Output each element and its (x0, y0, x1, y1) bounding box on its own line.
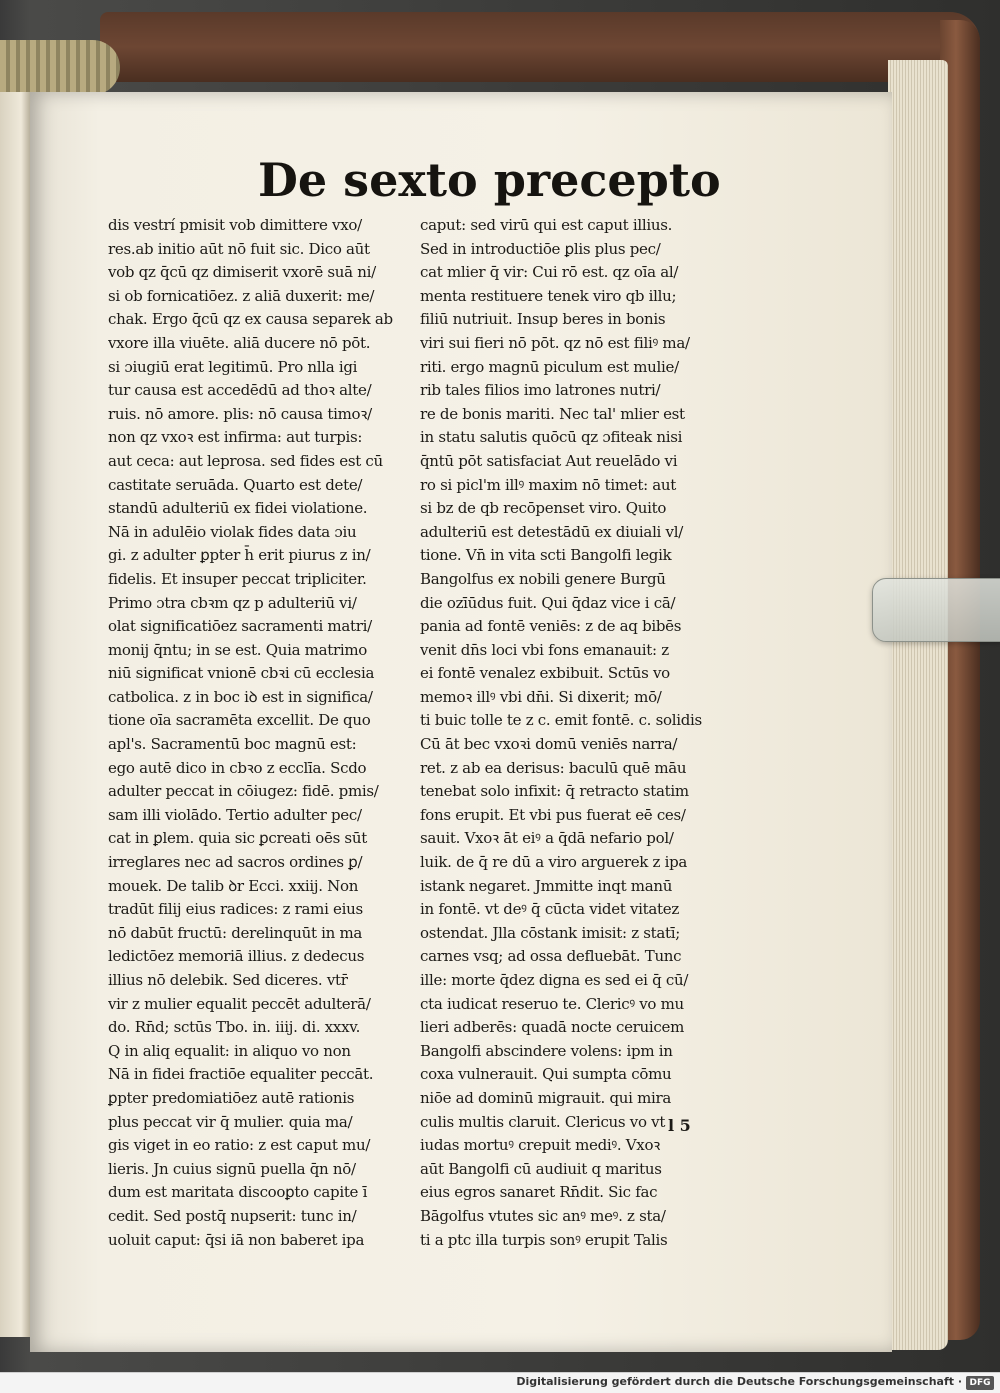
text-line: tradūt filij eius radices: z rami eius (108, 900, 363, 919)
text-line: uoluit caput: q̄si iā non baberet ipa (108, 1230, 365, 1249)
text-line: re de bonis mariti. Nec tal' mlier est (420, 404, 685, 423)
text-line: carnes vsq; ad ossa defluebāt. Tunc (420, 947, 682, 966)
text-line: nō dabūt fructū: derelinquūt in ma (108, 923, 363, 942)
text-line: in fontē. vt deꝰ q̄ cūcta videt vitatez (420, 900, 679, 919)
page-heading: De sexto precepto (258, 153, 721, 207)
text-line: menta restituere tenek viro qb illu; (420, 286, 677, 305)
left-text-column (108, 214, 408, 1252)
text-line: catbolica. z in boc iꝺ est in significa/ (108, 687, 373, 706)
text-line: si ob fornicatiōez. z aliā duxerit: me/ (108, 286, 375, 305)
text-line: si bz de qb recōpenset viro. Quito (420, 499, 667, 518)
text-line: ego autē dico in cbꝛo z ecclīa. Scdo (108, 758, 367, 777)
text-line: ti buic tolle te z c. emit fontē. c. solidis (420, 711, 702, 730)
text-line: gi. z adulter ꝑpter h̄ erit piurus z in/ (108, 546, 371, 565)
funding-notice: Digitalisierung gefördert durch die Deutsche Forschungsgemeinschaft · (516, 1375, 962, 1388)
text-line: memoꝛ illꝰ vbi dn̄i. Si dixerit; mō/ (420, 687, 662, 706)
text-line: mouek. De talib ꝺr Ecci. xxiij. Non (108, 876, 359, 895)
text-line: lieri adberēs: quadā nocte ceruicem (420, 1018, 684, 1037)
text-line: ei fontē venalez exbibuit. Sctūs vo (420, 664, 670, 683)
text-line: adulter peccat in cōiugez: fidē. pmis/ (108, 782, 379, 801)
text-line: res.ab initio aūt nō fuit sic. Dico aūt (108, 239, 370, 258)
text-line: ꝑpter predomiatiōez autē rationis (108, 1088, 355, 1107)
text-line: eius egros sanaret Rn̄dit. Sic fac (420, 1183, 658, 1202)
text-line: si ɔiugiū erat legitimū. Pro nlla igi (108, 357, 358, 376)
text-line: cat in ꝑlem. quia sic ꝑcreati oēs sūt (108, 829, 367, 848)
text-line: olat significatiōez sacramenti matri/ (108, 617, 372, 636)
text-line: caput: sed virū qui est caput illius. (420, 216, 673, 234)
text-line: Cū āt bec vxoꝛi domū veniēs narra/ (420, 735, 678, 754)
text-line: monij q̄ntu; in se est. Quia matrimo (108, 640, 367, 659)
text-line: Bangolfus ex nobili genere Burgū (420, 569, 666, 588)
text-line: ostendat. Jlla cōstank imisit: z statī; (420, 923, 681, 942)
text-line: cat mlier q̄ vir: Cui rō est. qz oīa al/ (420, 263, 679, 282)
text-line: viri sui fieri nō pōt. qz nō est filiꝰ ma/ (420, 333, 690, 352)
text-line: venit dn̄s loci vbi fons emanauit: z (420, 640, 669, 659)
text-line: ruis. nō amore. plis: nō causa timoꝛ/ (108, 404, 372, 423)
text-line: rib tales filios imo latrones nutri/ (420, 381, 661, 400)
left-page-edge (0, 92, 30, 1337)
text-line: Q in aliq equalit: in aliquo vo non (108, 1041, 351, 1060)
text-line: chak. Ergo q̄cū qz ex causa separek ab (108, 310, 393, 329)
text-line: cedit. Sed postq̄ nupserit: tunc in/ (108, 1206, 357, 1225)
text-line: adulteriū est detestādū ex diuiali vl/ (420, 522, 683, 541)
text-line: do. Rn̄d; sctūs Tbo. in. iiij. di. xxxv. (108, 1018, 361, 1037)
text-line: in statu salutis quōcū qz ɔfiteak nisi (420, 428, 683, 447)
text-line: tione. Vn̄ in vita scti Bangolfi legik (420, 546, 672, 565)
text-line: vxore illa viuēte. aliā ducere nō pōt. (108, 333, 371, 352)
text-line: dum est maritata discooꝑto capite ī (108, 1183, 368, 1202)
text-line: istank negaret. Jmmitte inqt manū (420, 876, 673, 895)
text-line: Bangolfi abscindere volens: ipm in (420, 1041, 673, 1060)
text-line: aut ceca: aut leprosa. sed fides est cū (108, 451, 383, 470)
folio-number: l 5 (668, 1116, 691, 1135)
text-line: tenebat solo infixit: q̄ retracto statim (420, 782, 689, 801)
text-line: fons erupit. Et vbi pus fuerat eē ces/ (420, 805, 686, 824)
text-line: fidelis. Et insuper peccat tripliciter. (108, 569, 367, 588)
footer-bar (0, 1372, 1000, 1393)
text-line: Nā in adulēio violak fides data ɔiu (108, 522, 357, 541)
text-line: tione oīa sacramēta excellit. De quo (108, 711, 371, 730)
text-line: Nā in fidei fractiōe equaliter peccāt. (108, 1065, 374, 1084)
text-line: ledictōez memoriā illius. z dedecus (108, 947, 365, 966)
text-line: sam illi violādo. Tertio adulter pec/ (108, 805, 362, 824)
text-line: Sed in introductiōe ꝑlis plus pec/ (420, 239, 661, 258)
text-line: aūt Bangolfi cū audiuit q maritus (420, 1159, 662, 1178)
text-line: gis viget in eo ratio: z est caput mu/ (108, 1136, 371, 1155)
text-line: vir z mulier equalit peccēt adulterā/ (108, 994, 371, 1013)
text-line: coxa vulnerauit. Qui sumpta cōmu (420, 1065, 672, 1084)
text-line: cta iudicat reseruo te. Clericꝰ vo mu (420, 994, 684, 1013)
text-line: ret. z ab ea derisus: baculū quē māu (420, 758, 687, 777)
right-text-column (420, 214, 730, 1252)
text-line: ro si picl'm illꝰ maxim nō timet: aut (420, 475, 677, 494)
text-line: ti a ptc illa turpis sonꝰ erupit Talis (420, 1230, 668, 1249)
text-line: sauit. Vxoꝛ āt eiꝰ a q̄dā nefario pol/ (420, 829, 674, 848)
text-line: standū adulteriū ex fidei violatione. (108, 499, 368, 518)
text-line: riti. ergo magnū piculum est mulie/ (420, 357, 679, 376)
book-cover-top (100, 12, 980, 82)
text-line: tur causa est accedēdū ad thoꝛ alte/ (108, 381, 372, 400)
book-clasp (0, 40, 120, 95)
text-line: luik. de q̄ re dū a viro arguerek z ipa (420, 853, 688, 872)
text-line: iudas mortuꝰ crepuit mediꝰ. Vxoꝛ (420, 1136, 660, 1155)
text-line: dis vestrí pmisit vob dimittere vxo/ (108, 216, 362, 234)
text-line: apl's. Sacramentū boc magnū est: (108, 735, 357, 754)
text-line: Primo ɔtra cbꝛm qz p adulteriū vi/ (108, 593, 357, 612)
text-line: plus peccat vir q̄ mulier. quia ma/ (108, 1112, 353, 1131)
text-line: culis multis claruit. Clericus vo vt (420, 1112, 666, 1131)
text-line: castitate seruāda. Quarto est dete/ (108, 475, 363, 494)
text-line: illius nō delebik. Sed diceres. vtr̄ (108, 971, 348, 989)
text-line: ille: morte q̄dez digna es sed ei q̄ cū/ (420, 971, 689, 989)
text-line: die ozīūdus fuit. Qui q̄daz vice i cā/ (420, 593, 676, 612)
text-line: Bāgolfus vtutes sic anꝰ meꝰ. z sta/ (420, 1206, 666, 1225)
text-line: irreglares nec ad sacros ordines ꝑ/ (108, 853, 363, 872)
text-line: non qz vxoꝛ est infirma: aut turpis: (108, 428, 363, 447)
dfg-logo: DFG (966, 1376, 994, 1390)
text-line: q̄ntū pōt satisfaciat Aut reuelādo vi (420, 451, 678, 470)
page-edges (888, 60, 948, 1350)
text-line: niōe ad dominū migrauit. qui mira (420, 1088, 672, 1107)
text-line: pania ad fontē veniēs: z de aq bibēs (420, 617, 682, 636)
text-line: filiū nutriuit. Insup beres in bonis (420, 310, 666, 329)
text-line: vob qz q̄cū qz dimiserit vxorē suā ni/ (108, 263, 376, 282)
text-line: lieris. Jn cuius signū puella q̄n nō/ (108, 1159, 356, 1178)
bookmark-tab (872, 578, 1000, 642)
text-line: niū significat vnionē cbꝛi cū ecclesia (108, 664, 375, 683)
